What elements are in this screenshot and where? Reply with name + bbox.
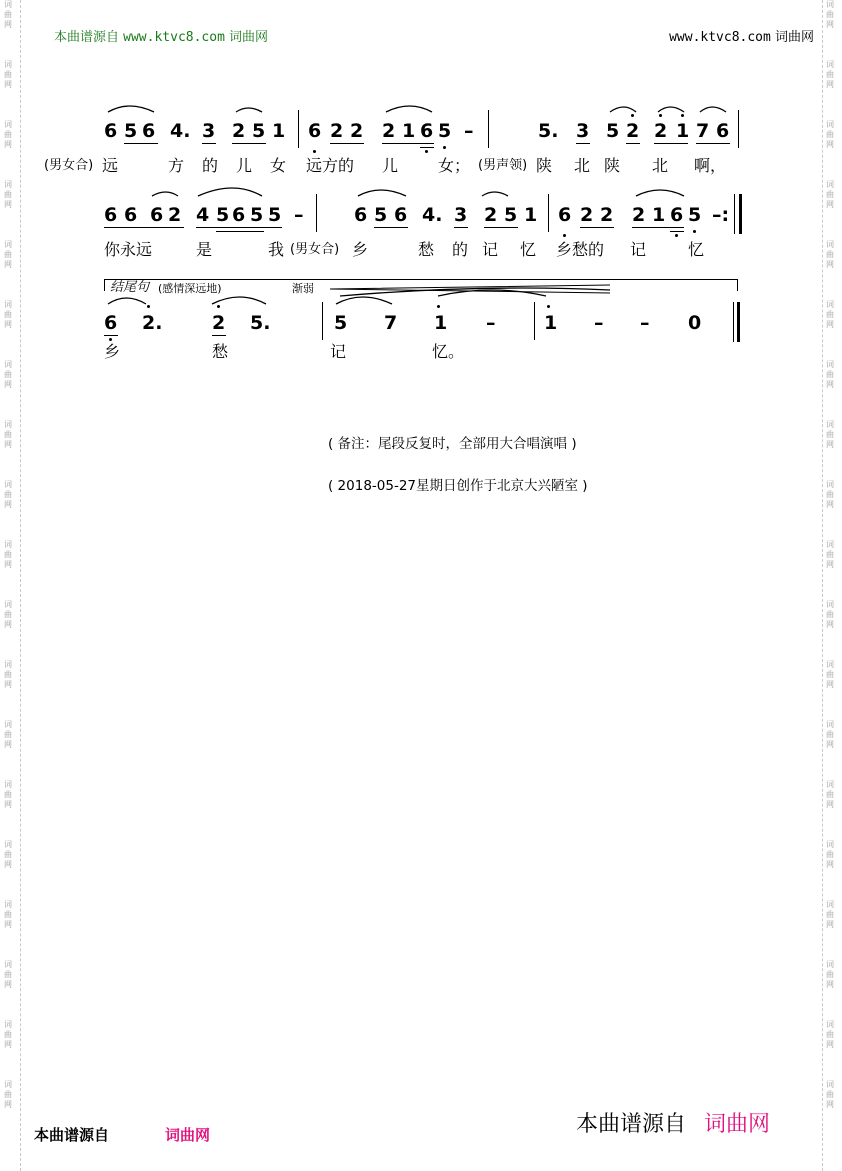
beam (104, 335, 118, 336)
footer-right (576, 1107, 770, 1138)
octave-dot (443, 146, 446, 149)
note: 6 (124, 204, 138, 226)
lyric: 陕 (604, 156, 621, 175)
lyric: 我 (268, 240, 285, 259)
note: 2 (232, 120, 246, 142)
watermark-tag: 词曲网 (4, 360, 12, 389)
singer-cue: (男声领) (478, 158, 528, 173)
note: 5 (124, 120, 138, 142)
beam (580, 227, 614, 228)
lyric: 陕 (536, 156, 553, 175)
ending-bracket (104, 279, 738, 280)
note: 3 (454, 204, 468, 226)
watermark-tag: 词曲网 (4, 180, 12, 209)
lyric: 北 (574, 156, 591, 175)
lyric: 记 (330, 342, 347, 361)
ending-label: 结尾句 (110, 280, 150, 295)
watermark-tag: 词曲网 (826, 1020, 834, 1049)
note: 1 (544, 312, 558, 334)
lyric: 愁 (418, 240, 435, 259)
note: 6 (104, 312, 118, 334)
octave-dot (675, 234, 678, 237)
watermark-tag: 词曲网 (4, 60, 12, 89)
beam (654, 143, 688, 144)
watermark-tag: 词曲网 (4, 600, 12, 629)
watermark-tag: 词曲网 (826, 420, 834, 449)
note: 6 (232, 204, 246, 226)
note: 6 (420, 120, 434, 142)
note: 7 (384, 312, 398, 334)
lyric: 啊， (694, 156, 727, 175)
note: – (594, 312, 604, 334)
note: 5 (334, 312, 348, 334)
barline (322, 302, 323, 340)
note: –: (712, 204, 730, 226)
beam (232, 143, 266, 144)
watermark-tag: 词曲网 (826, 540, 834, 569)
note: 2 (632, 204, 646, 226)
note: 2 (212, 312, 226, 334)
note: 1 (676, 120, 690, 142)
beam (104, 227, 184, 228)
watermark-tag: 词曲网 (826, 1080, 834, 1109)
beam (202, 143, 216, 144)
note: 4. (170, 120, 191, 142)
note: 6 (308, 120, 322, 142)
beam (212, 335, 226, 336)
watermark-tag: 词曲网 (826, 660, 834, 689)
octave-dot (631, 114, 634, 117)
beam (696, 143, 730, 144)
note: – (640, 312, 650, 334)
note: 5 (438, 120, 452, 142)
lyric: 忆。 (432, 342, 465, 361)
note: 5 (606, 120, 620, 142)
barline (534, 302, 535, 340)
note: 2. (142, 312, 163, 334)
watermark-tag: 词曲网 (4, 300, 12, 329)
note: 5 (688, 204, 702, 226)
note: – (464, 120, 474, 142)
note: 4 (196, 204, 210, 226)
expression-mark: (感情深远地) (158, 282, 222, 295)
octave-dot (217, 305, 220, 308)
beam (626, 143, 640, 144)
watermark-tag: 词曲网 (4, 240, 12, 269)
watermark-tag: 词曲网 (826, 240, 834, 269)
barline (548, 194, 549, 232)
note: 2 (654, 120, 668, 142)
octave-dot (547, 305, 550, 308)
lyric: 乡 (104, 342, 121, 361)
lyric: 的 (202, 156, 219, 175)
watermark-tag: 词曲网 (826, 300, 834, 329)
barline (734, 194, 735, 234)
note: 6 (142, 120, 156, 142)
date-note: ( 2018-05-27星期日创作于北京大兴陋室 ) (328, 478, 588, 494)
note: 1 (434, 312, 448, 334)
final-barline-thick (737, 302, 740, 342)
watermark-tag: 词曲网 (4, 720, 12, 749)
lyric: 北 (652, 156, 669, 175)
lyric: 记 (482, 240, 499, 259)
note: 7 (696, 120, 710, 142)
watermark-tag: 词曲网 (826, 60, 834, 89)
beam (454, 227, 468, 228)
header-left-site[interactable]: 词曲网 (229, 30, 269, 45)
watermark-tag: 词曲网 (826, 960, 834, 989)
octave-dot (147, 305, 150, 308)
ending-bracket-right (737, 279, 738, 291)
watermark-tag: 词曲网 (4, 540, 12, 569)
lyric: 忆 (688, 240, 705, 259)
watermark-tag: 词曲网 (4, 120, 12, 149)
beam (124, 143, 158, 144)
note: 2 (626, 120, 640, 142)
octave-dot (693, 230, 696, 233)
beam (484, 227, 518, 228)
lyric: 愁 (212, 342, 229, 361)
note: 6 (150, 204, 164, 226)
watermark-tag: 词曲网 (826, 720, 834, 749)
octave-dot (437, 305, 440, 308)
note: 5 (504, 204, 518, 226)
barline (316, 194, 317, 232)
watermark-tag: 词曲网 (4, 900, 12, 929)
note: 2 (600, 204, 614, 226)
barline (738, 110, 739, 148)
lyric: 你永远 (104, 240, 153, 259)
watermark-tag: 词曲网 (826, 600, 834, 629)
watermark-tag: 词曲网 (4, 480, 12, 509)
remark-note: ( 备注：尾段反复时，全部用大合唱演唱 ) (328, 436, 577, 452)
dynamic-mark: 渐弱 (292, 282, 314, 295)
watermark-tag: 词曲网 (4, 780, 12, 809)
note: 5 (250, 204, 264, 226)
beam (330, 143, 364, 144)
decrescendo-hairpin (330, 284, 620, 294)
note: 1 (272, 120, 286, 142)
note: 2 (382, 120, 396, 142)
lyric: 远方的 (306, 156, 355, 175)
lyric: 方 (168, 156, 185, 175)
header-right-site[interactable]: 词曲网 (774, 30, 814, 45)
watermark-tag: 词曲网 (4, 1080, 12, 1109)
octave-dot (659, 114, 662, 117)
header-left-url[interactable]: www.ktvc8.com (123, 30, 225, 45)
lyric: 女 (270, 156, 287, 175)
header-source-text: 本曲谱源自 (54, 30, 120, 45)
watermark-tag: 词曲网 (4, 660, 12, 689)
watermark-tag: 词曲网 (4, 1020, 12, 1049)
note: 5 (216, 204, 230, 226)
lyric: 远 (102, 156, 119, 175)
note: 1 (524, 204, 538, 226)
lyric: 记 (630, 240, 647, 259)
watermark-tag: 词曲网 (826, 180, 834, 209)
note: 6 (670, 204, 684, 226)
header-right (669, 26, 814, 45)
note: 5. (538, 120, 559, 142)
right-watermark-strip (822, 0, 842, 1171)
watermark-tag: 词曲网 (4, 840, 12, 869)
watermark-tag: 词曲网 (826, 840, 834, 869)
note: – (294, 204, 304, 226)
note: 1 (402, 120, 416, 142)
repeat-barline (739, 194, 742, 234)
beam (576, 143, 590, 144)
note: 2 (168, 204, 182, 226)
note: 6 (104, 204, 118, 226)
note: 6 (558, 204, 572, 226)
beam (216, 231, 264, 232)
octave-dot (563, 234, 566, 237)
final-barline (733, 302, 734, 342)
lyric: 儿 (236, 156, 253, 175)
singer-cue: (男女合) (290, 242, 340, 257)
watermark-tag: 词曲网 (4, 0, 12, 29)
watermark-tag: 词曲网 (826, 0, 834, 29)
beam (382, 143, 434, 144)
lyric: 女； (438, 156, 471, 175)
watermark-tag: 词曲网 (826, 120, 834, 149)
footer-left (34, 1124, 210, 1145)
note: 2 (350, 120, 364, 142)
note: 3 (576, 120, 590, 142)
watermark-tag: 词曲网 (826, 480, 834, 509)
lyric: 是 (196, 240, 213, 259)
lyric: 儿 (382, 156, 399, 175)
note: 1 (652, 204, 666, 226)
barline (488, 110, 489, 148)
octave-dot (109, 338, 112, 341)
footer-left-site[interactable]: 词曲网 (165, 1126, 211, 1144)
octave-dot (425, 150, 428, 153)
footer-right-source: 本曲谱源自 (576, 1112, 687, 1137)
footer-left-source: 本曲谱源自 (34, 1126, 110, 1144)
singer-cue: (男女合) (44, 158, 94, 173)
watermark-tag: 词曲网 (826, 900, 834, 929)
note: 3 (202, 120, 216, 142)
lyric: 的 (452, 240, 469, 259)
watermark-tag: 词曲网 (826, 780, 834, 809)
octave-dot (681, 114, 684, 117)
beam (420, 147, 434, 148)
note: 5 (374, 204, 388, 226)
barline (298, 110, 299, 148)
note: 6 (394, 204, 408, 226)
left-watermark-strip (0, 0, 20, 1171)
note: 0 (688, 312, 702, 334)
watermark-tag: 词曲网 (826, 360, 834, 389)
header-left (54, 26, 268, 45)
beam (196, 227, 282, 228)
note: 5 (252, 120, 266, 142)
lyric: 乡 (352, 240, 369, 259)
octave-dot (313, 150, 316, 153)
beam (632, 227, 684, 228)
note: 6 (354, 204, 368, 226)
watermark-tag: 词曲网 (4, 420, 12, 449)
note: 5 (268, 204, 282, 226)
footer-right-site[interactable]: 词曲网 (704, 1112, 771, 1137)
ending-bracket-left (104, 279, 105, 291)
note: 4. (422, 204, 443, 226)
lyric: 忆 (520, 240, 537, 259)
beam (374, 227, 408, 228)
watermark-tag: 词曲网 (4, 960, 12, 989)
note: 6 (716, 120, 730, 142)
lyric: 乡愁的 (556, 240, 605, 259)
beam (670, 231, 684, 232)
note: 5. (250, 312, 271, 334)
note: – (486, 312, 496, 334)
note: 6 (104, 120, 118, 142)
note: 2 (484, 204, 498, 226)
header-right-url[interactable]: www.ktvc8.com (669, 30, 771, 45)
note: 2 (580, 204, 594, 226)
note: 2 (330, 120, 344, 142)
